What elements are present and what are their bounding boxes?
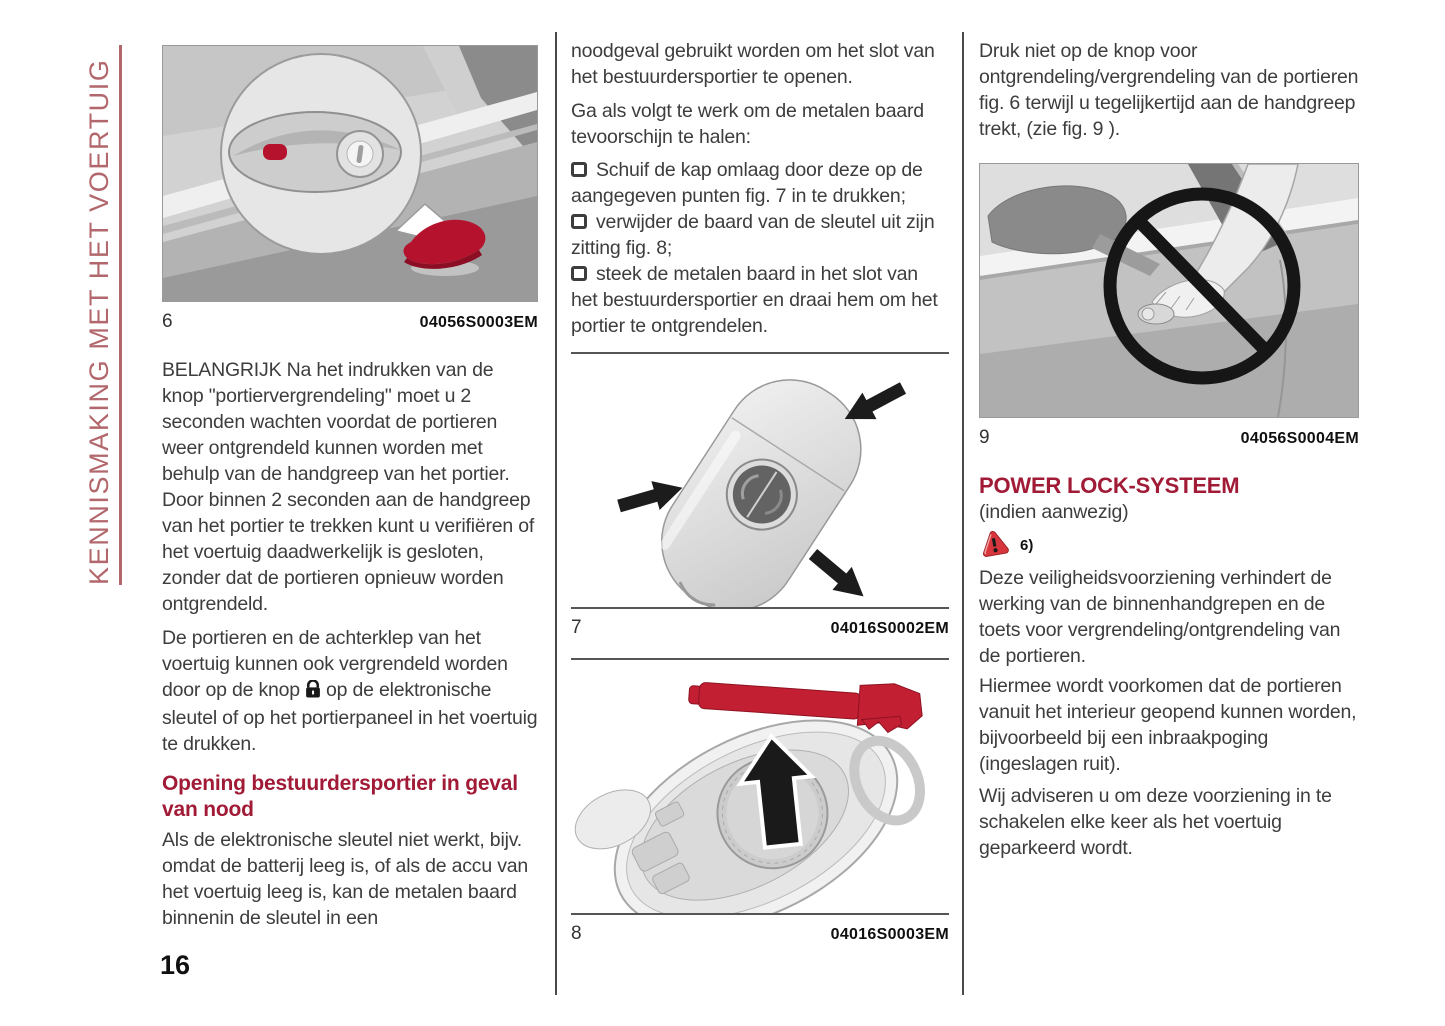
figure-7-image-key-fob [571,352,949,609]
paragraph-prevent-opening: Hiermee wordt voorkomen dat de portieren vanuit het interieur geopend kunnen worden, bijvoorbeeld bij een inbraakpoging (ingeslagen ruit). [979,675,1357,775]
figure-8-caption [571,923,949,945]
page-number: 16 [160,950,191,980]
paragraph-warning-handle: Druk niet op de knop voor ontgrendeling/vergrendeling van de portieren fig. 6 terwijl u tegelijkertijd aan de handgreep trekt, (zie fig. 9 ). [979,40,1359,140]
figure-7-number: 7 [571,617,582,638]
column-divider-1 [555,32,557,995]
figure-9-caption [979,427,1359,449]
bullet-square-icon [571,162,587,177]
lock-icon [305,679,321,705]
list-item [571,209,949,261]
figure-7-code: 04016S0002EM [830,620,949,637]
figure-9-code: 04056S0004EM [1240,430,1359,447]
paragraph-important: BELANGRIJK Na het indrukken van de knop "portiervergrendeling" moet u 2 seconden wachten voordat de portieren weer ontgrendeld kunnen worden met behulp van de handgreep van het portier. Door binnen 2 seconden aan de handgreep van het portier te trekken kunt u verifiëren of het voertuig daadwerkelijk is gesloten, zonder dat de portieren opnieuw worden ontgrendeld. [162,359,535,615]
paragraph-lock-button [162,625,538,757]
list-item [571,261,949,339]
chapter-title-vertical: KENNISMAKING MET HET VOERTUIG [84,58,114,585]
column-divider-2 [962,32,964,995]
figure-6-number: 6 [162,311,173,332]
figure-6-code: 04056S0003EM [419,314,538,331]
paragraph-key-not-working: Als de elektronische sleutel niet werkt, bijv. omdat de batterij leeg is, of als de accu van het voertuig leeg is, kan de metalen baard binnenin de sleutel in een [162,829,529,929]
paragraph-advice: Wij adviseren u om deze voorziening in te schakelen elke keer als het voertuig geparkeerd wordt. [979,785,1332,859]
figure-8-number: 8 [571,923,582,944]
key-blade-illustration [571,660,949,913]
figure-7-caption [571,617,949,639]
prohibition-illustration [980,164,1358,417]
figure-8-image-key-blade [571,658,949,915]
door-handle-illustration [163,46,537,301]
key-fob-illustration [571,354,949,607]
list-item-text: Schuif de kap omlaag door deze op de aangegeven punten fig. 7 in te drukken; [571,159,923,207]
bullet-list [571,157,949,339]
section-subheading-if-equipped: (indien aanwezig) [979,501,1129,523]
bullet-square-icon [571,214,587,229]
paragraph-lock-after: op de elektronische sleutel of op het portierpaneel in het voertuig te drukken. [162,679,538,755]
warning-icon [976,527,1012,564]
paragraph-procedure-intro: Ga als volgt te werk om de metalen baard tevoorschijn te halen: [571,100,924,148]
figure-6-image-door-handle [162,45,538,302]
paragraph-safety-feature: Deze veiligheidsvoorziening verhindert de werking van de binnenhandgrepen en de toets voor vergrendeling/ontgrendeling van de portieren. [979,567,1341,667]
chapter-title-rule [119,45,122,585]
figure-9-image-prohibition [979,163,1359,418]
warning-reference-number: 6) [1020,536,1034,554]
bullet-square-icon [571,266,587,281]
paragraph-emergency-continued: noodgeval gebruikt worden om het slot van het bestuurdersportier te openen. [571,40,935,88]
figure-6-caption [162,311,538,333]
list-item-text: verwijder de baard van de sleutel uit zijn zitting fig. 8; [571,211,935,259]
warning-reference-row [979,529,1033,561]
list-item-text: steek de metalen baard in het slot van het bestuurdersportier en draai hem om het portier te ontgrendelen. [571,263,938,337]
subheading-emergency-opening: Opening bestuurdersportier in geval van nood [162,772,518,821]
paragraph-lock-before: De portieren en de achterklep van het voertuig kunnen ook vergrendeld worden door op de knop [162,627,508,701]
figure-9-number: 9 [979,427,990,448]
list-item [571,157,949,209]
figure-8-code: 04016S0003EM [830,926,949,943]
section-heading-power-lock: POWER LOCK-SYSTEEM [979,473,1240,498]
